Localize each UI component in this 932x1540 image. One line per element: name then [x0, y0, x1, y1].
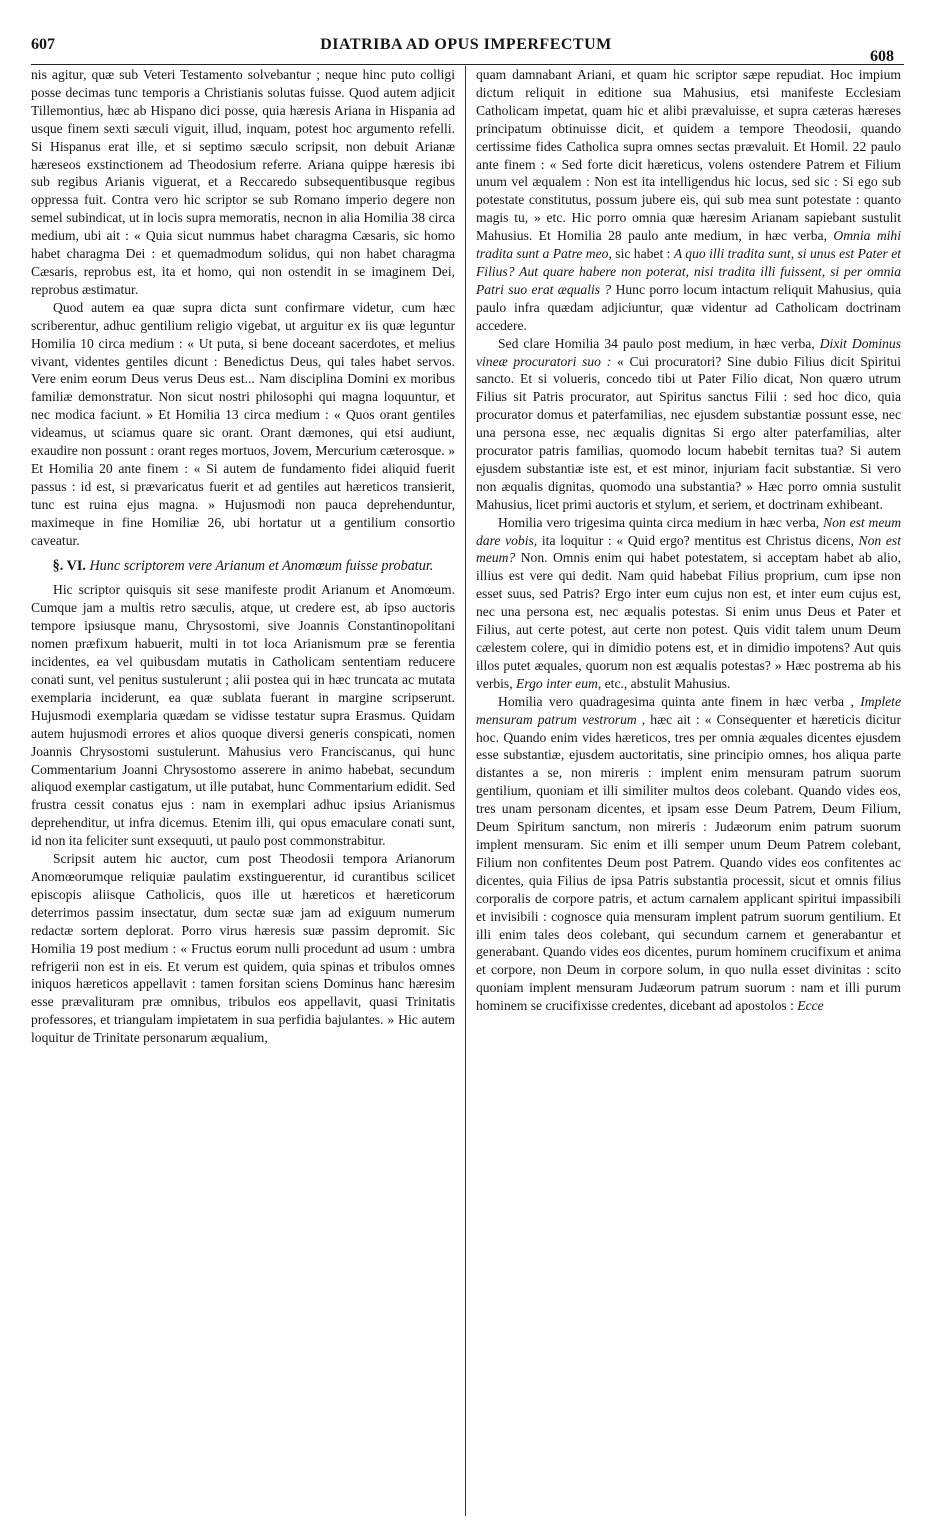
right-page-number: 608	[870, 48, 894, 65]
section-number: §. VI.	[52, 558, 86, 575]
left-page-number: 607	[31, 36, 55, 53]
quotation-italic: Ecce	[797, 998, 824, 1014]
quotation-italic: A quo illi tradita sunt, si unus est Pater et Filius? Aut quare habere non poterat, nisi tradita illi fuissent, si per omnia Patri suo erat æqualis ?	[476, 246, 902, 297]
right-paragraph-4	[476, 693, 901, 1015]
quotation-italic: Non est meum?	[476, 532, 901, 566]
text-run: Sed clare Homilia 34 paulo post medium, in hæc verba,	[498, 335, 815, 351]
text-run: etc., abstulit Mahusius.	[604, 675, 731, 691]
header-rule	[31, 64, 904, 65]
quotation-italic: Implete mensuram patrum vestrorum ,	[476, 693, 901, 727]
right-paragraph-1	[476, 66, 901, 335]
text-run: quam damnabant Ariani, et quam hic scriptor sæpe repudiat. Hoc impium dictum reliquit in editione sua Mahusius, etsi manifeste Ecclesiam Catholicam impetat, quam hic et alibi prævaluisse, et supra cæteras hæreses principatum obtinuisse dicit, et quidem a tempore Theodosii, quando certissime fides Catholica supra omnes sectas prævaluit. Et Homil. 22 paulo ante finem : « Sed forte dicit hæreticus, volens ostendere Patrem et Filium unum vel æqualem : Non est ita intelligendus hic locus, sed sic : Si ego sub potestate constitutus, possum jubere eis, qui sub mea sunt potestate : quanto magis tu, » etc. Hic porro omnia quæ hæresim Arianam sapiebant sustulit Mahusius. Et Homilia 28 paulo ante medium, in hæc verba,	[476, 67, 901, 244]
right-column	[476, 66, 901, 1015]
left-column	[31, 66, 455, 1047]
section-heading	[31, 557, 455, 575]
quotation-italic: Non est meum dare vobis,	[476, 514, 902, 548]
left-paragraph-1: nis agitur, quæ sub Veteri Testamento solvebantur ; neque hinc puto colligi posse decimas tunc temporis a Christianis solutas fuisse. Quod autem adjicit Tillemontius, hæc ab Hispano dici posse, quia hæresis Ariana in Hispania ad usque finem sexti sæculi viguit, illud, inquam, potest hoc argumento refelli. Si Hispanus erat ille, et si septimo sæculo scripsit, non debuit Arianæ hæreseos exstinctionem ad Theodosium referre. Ariana quippe hæresis ibi sub regibus Arianis viguerat, et a Reccaredo subsequentibusque regibus oppressa fuit. Contra vero hic scriptor se sub Romano imperio degere non semel subindicat, ut in locis supra memoratis, necnon in alia Homilia 38 circa medium, ubi ait : « Quia sicut nummus habet charagma Cæsaris, sic homo habet charagma Dei : et quemadmodum solidus, qui non habet charagma Cæsaris, reprobus est, ita et homo, qui non ostendit in se imaginem Dei, reprobus æstimatur.	[31, 67, 455, 297]
quotation-italic: Ergo inter eum,	[516, 675, 602, 691]
right-paragraph-3	[476, 514, 901, 693]
text-run: Homilia vero trigesima quinta circa medium in hæc verba,	[498, 514, 820, 530]
text-run: Hunc porro locum intactum reliquit Mahusius, quia paulo infra quædam adjiciuntur, quæ videntur ad Catholicam doctrinam accedere.	[476, 281, 901, 333]
quotation-italic: Dixit Dominus vineæ procuratori suo :	[476, 335, 901, 369]
running-title: DIATRIBA AD OPUS IMPERFECTUM	[320, 36, 612, 53]
text-run: ita loquitur : « Quid ergo? mentitus est Christus dicens,	[541, 532, 854, 548]
right-paragraph-2	[476, 335, 901, 514]
section-title: Hunc scriptorem vere Arianum et Anomœum fuisse probatur.	[89, 558, 434, 575]
left-paragraph-2: Quod autem ea quæ supra dicta sunt confirmare videtur, cum hæc scriberentur, adhuc gentilium religio vigebat, ut arguitur ex iis quæ leguntur Homilia 10 circa medium : « Ut puta, si bene doceant sacerdotes, et melius vivant, videntes gentiles dicunt : Benedictus Deus, qui tales habet servos. Vere enim eorum Deus verus Deus est... Nam disciplina Domini ex moribus familiæ demonstratur. Non sicut nostri philosophi qui magna loquuntur, et nec modica faciunt. » Et Homilia 13 circa medium : « Quos orant gentiles videamus, ut sciamus quare sic orant. Orant dæmones, qui etsi audiunt, exaudire non possunt : orant reges mortuos, Jovem, Mercurium cæterosque. » Et Homilia 20 ante finem : « Si autem de fundamento fidei aliquid fuerit passus : id est, si prævaricatus fuerit et ad gentiles aut hæreticos transierit, tunc est ruina ejus magna. » Hujusmodi non pauca deprehenduntur, maximeque in fine Homiliæ 26, ubi hortatur ut a gentilium consortio caveatur.	[31, 299, 455, 548]
text-run: hæc ait : « Consequenter et hæreticis dicitur hoc. Quando enim vides hæreticos, tres per omnia æquales dicentes ejusdem esse substantiæ, ejusdem auctoritatis, sine principio omnes, hos aliqua parte distantes a se, non mireris : implent enim mensuram patrum suorum gentilium, quoniam et illi similiter multos deos colebant. Quando vides eos, tres unam personam dicentes, et ipsam esse Deum Patrem, Deum Filium, Deum Spiritum sanctum, non mireris : Judæorum enim patrum suorum implent mensuram. Sic enim et illi semper unum Deum Patrem colebant, Filium non confitentes Deum post Patrem. Quando vides eos confitentes ac dicentes, quia Filius de ipsa Patris substantia processit, sicut et omnis filius corporalis de corpore patris, et actum carnalem applicant spiritui impassibili et invisibili : cognosce quia mensuram implent patrum suorum gentilium. Et illi enim tales deos colebant, qui secundum carnem et generabantur et generabant. Quando vides eos dicentes, purum hominem crucifixum et anima et corpore, non Deum in corpore solum, in quo nulla esset divinitas : scito quoniam implent mensuram Judæorum patrum suorum : nam et illi purum hominem se crucifixisse credentes, dicebant ad apostolos :	[476, 711, 901, 1014]
quotation-italic: Omnia mihi tradita sunt a Patre meo,	[476, 228, 901, 262]
left-paragraph-3: Hic scriptor quisquis sit sese manifeste prodit Arianum et Anomœum. Cumque jam a multis retro sæculis, atque, ut credere est, ab ipso auctoris tempore ipsiusque manu, Chrysostomi, sive Joannis Constantinopolitani nomen præfixum habuerit, multi in tot loca Arianismum præ se ferentia incidentes, ea vel quibusdam mutatis in Catholicam sententiam reducere conati sunt, vel penitus sustulerunt ; alii postea qui in hæc truncata ac mutata exemplaria inciderunt, ea quæ sublata fuerant in margine scripserunt. Hujusmodi exemplaria quædam se vidisse testatur supra Erasmus. Quidam autem hujusmodi errores et alios quoque diversi generis conspicati, nomen Joannis Chrysostomi sustulerunt. Mahusius vero Franciscanus, qui hunc Commentarium Joanni Chrysostomo asserere in animo habebat, secundum aliquod exemplar castigatum, ut ille putabat, hunc Commentarium edidit. Sed frustra cessit conatus ejus : nam in exemplari adhuc ipsius Arianismus deprehenditur, ut infra dicemus. Etenim illi, qui opus emaculare conati sunt, id non ita feliciter sunt exsequuti, ut paulo post commonstrabitur.	[31, 582, 455, 849]
left-paragraph-4: Scripsit autem hic auctor, cum post Theodosii tempora Arianorum Anomœorumque reliquiæ paulatim exstinguerentur, id curantibus scilicet episcopis aliisque Catholicis, quos ille ut hæreticos et hæreticorum deterrimos passim insectatur, dum sectæ suæ jam ad exiguum numerum redactæ sortem deplorat. Porro virus hæresis suæ passim depromit. Sic Homilia 19 post medium : « Fructus eorum nulli procedunt ad usum : umbra refrigerii non est in eis. Et verum est quidem, quia spinas et tribulos omnes iniquos hæreticos appellavit : tamen forsitan sciens Dominus hanc hæresim esse prævalituram præ omnibus, tribulos eos appellavit, quasi Trinitatis professores, et triangulam impietatem in sua perfidia bajulantes. » Hic autem loquitur de Trinitate personarum æqualium,	[31, 851, 455, 1046]
column-divider	[465, 66, 466, 1516]
text-run: Non. Omnis enim qui habet potestatem, si acceptam habet ab alio, illius est vere qui dedit. Nam quid habebat Filius proprium, cum ipse non esset suus, sed Patris? Ergo inter eum cujus non est, et inter eum cujus est, nec una persona est, nec æqualis potestas. Si enim unus Deus et Pater et Filius, aut certe potest, aut certe non potest. Quis vidit talem unum Deum cælestem colere, qui in dimidio potens est, et in dimidio impotens? Aut quis illos putet æquales, quorum non est æqualis potestas? » Hæc postrema ab his verbis,	[476, 550, 901, 691]
text-run: sic habet :	[615, 246, 671, 262]
text-run: « Cui procuratori? Sine dubio Filius dicit Spiritui sancto. Et si volueris, concedo tibi ut Pater Filio dicat, Non quæro utrum Filius sit Patris procurator, aut Spiritus sanctus Filii : sed hoc dico, quia procurator domus et paterfamilias, nec ejusdem substantiæ possunt esse, nec una persona esse, nec æqualis dignitas Si ergo alter paterfamilias, alter procurator patris familias, quomodo locum habebit ternitas tua? Si autem ejusdem substantiæ iste est, et est minor, injuriam facit substantiæ. Si vero non æqualis dignitas, quomodo una substantia? » Hæc porro omnia sustulit Mahusius, licet primi auctoris et stylum, et seriem, et doctrinam exhibeant.	[476, 353, 901, 512]
text-run: Homilia vero quadragesima quinta ante finem in hæc verba ,	[498, 693, 854, 709]
